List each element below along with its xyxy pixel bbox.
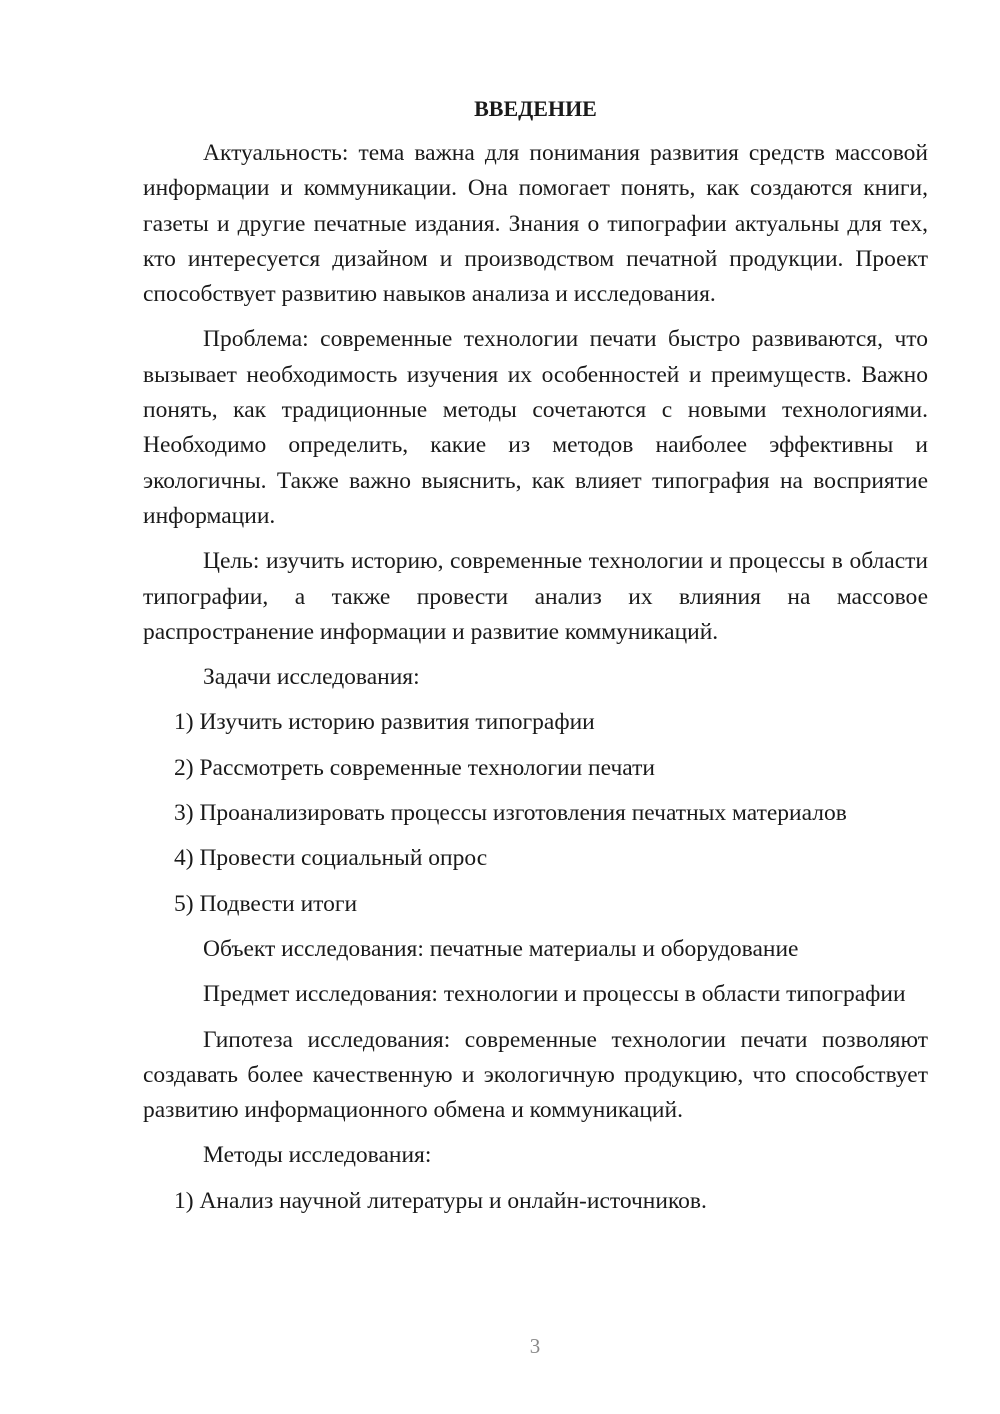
subject-paragraph: Предмет исследования: технологии и процессы в области типографии xyxy=(203,981,906,1008)
task-item: 3) Проанализировать процессы изготовления печатных материалов xyxy=(174,800,847,827)
section-heading: ВВЕДЕНИЕ xyxy=(474,96,597,121)
object-paragraph: Объект исследования: печатные материалы и оборудование xyxy=(203,935,799,962)
goal-paragraph: Цель: изучить историю, современные технологии и процессы в области типографии, а также провести анализ их влияния на массовое распространение информации и развитие коммуникаций. xyxy=(143,548,928,645)
relevance-paragraph: Актуальность: тема важна для понимания развития средств массовой информации и коммуникации. Она помогает понять, как создаются книги, газеты и другие печатные издания. Знания о типографии актуальны для тех, кто интересуется дизайном и производством печатной продукции. Проект способствует развитию навыков анализа и исследования. xyxy=(143,140,928,308)
task-item: 1) Изучить историю развития типографии xyxy=(174,709,595,736)
method-item: 1) Анализ научной литературы и онлайн-источников. xyxy=(174,1187,707,1214)
task-item: 5) Подвести итоги xyxy=(174,890,358,917)
task-item: 2) Рассмотреть современные технологии печати xyxy=(174,754,655,781)
methods-title: Методы исследования: xyxy=(203,1142,432,1169)
document-page xyxy=(143,92,928,1229)
hypothesis-paragraph: Гипотеза исследования: современные технологии печати позволяют создавать более качественную и экологичную продукцию, что способствует развитию информационного обмена и коммуникаций. xyxy=(143,1026,928,1124)
page-number: 3 xyxy=(529,1334,541,1358)
problem-paragraph: Проблема: современные технологии печати быстро развиваются, что вызывает необходимость изучения их особенностей и преимуществ. Важно понять, как традиционные методы сочетаются с новыми технологиями. Необходимо определить, какие из методов наиболее эффективны и экологичны. Также важно выяснить, как влияет типография на восприятие информации. xyxy=(143,326,928,529)
task-item: 4) Провести социальный опрос xyxy=(174,845,488,872)
tasks-title: Задачи исследования: xyxy=(203,664,420,691)
